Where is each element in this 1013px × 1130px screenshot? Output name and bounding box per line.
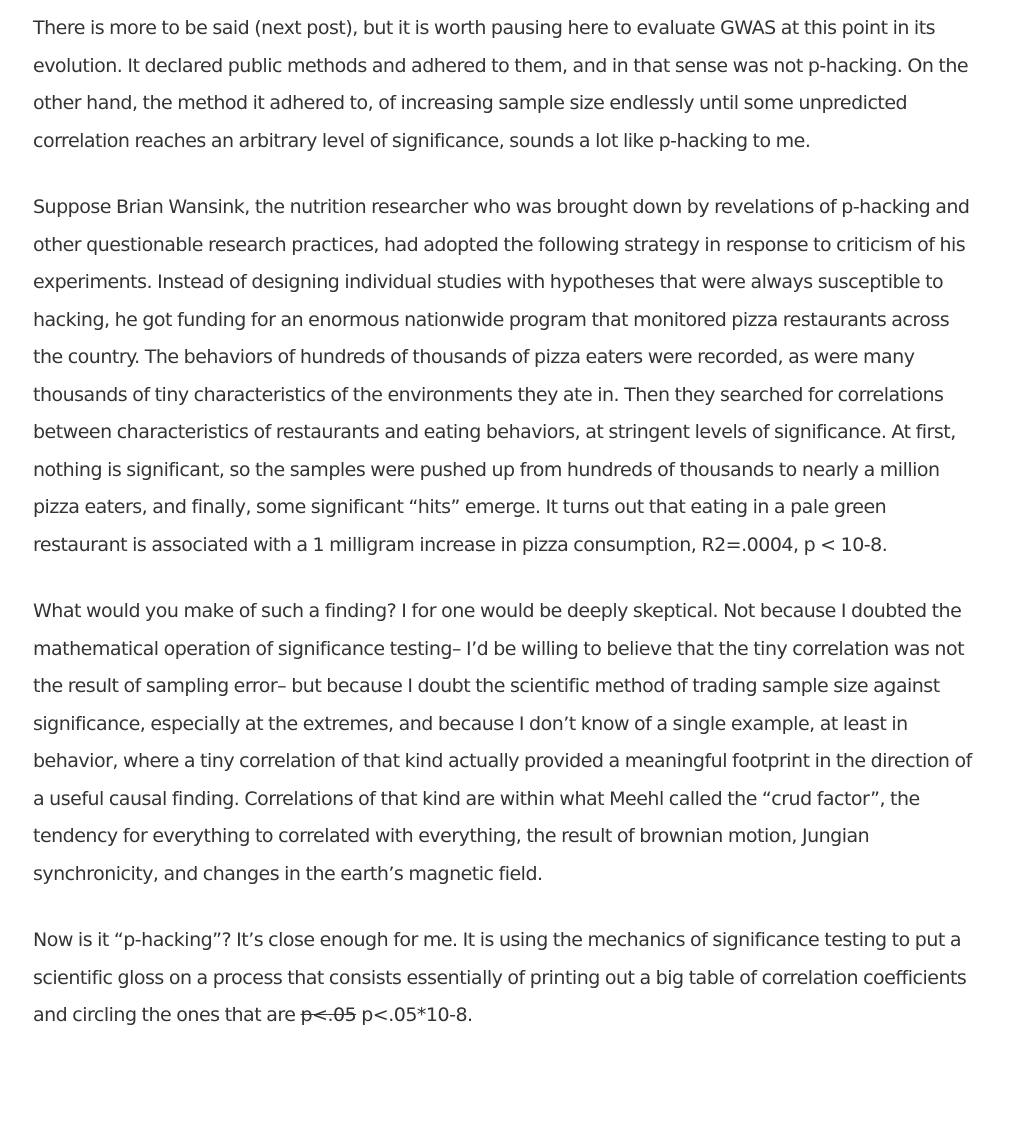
paragraph-gwas: There is more to be said (next post), but it is worth pausing here to evaluate GWAS at this point in its evolution. It declared public methods and adhered to them, and in that sense was not p-hacking. On the other hand, the method it adhered to, of increasing sample size endlessly until some unpredicted correlation reaches an arbitrary level of significance, sounds a lot like p-hacking to me. [33, 17, 969, 152]
conclusion-tail: p<.05*10-8. [356, 1004, 473, 1026]
paragraph-conclusion [33, 922, 973, 1035]
paragraph-wansink: Suppose Brian Wansink, the nutrition researcher who was brought down by revelations of p-hacking and other questionable research practices, had adopted the following strategy in response to criticism of his experiments. Instead of designing individual studies with hypotheses that were always susceptible to hacking, he got funding for an enormous nationwide program that monitored pizza restaurants across the country. The behaviors of hundreds of thousands of pizza eaters were recorded, as were many thousands of tiny characteristics of the environments they ate in. Then they searched for correlations between characteristics of restaurants and eating behaviors, at stringent levels of significance. At first, nothing is significant, so the samples were pushed up from hundreds of thousands to nearly a million pizza eaters, and finally, some significant “hits” emerge. It turns out that eating in a pale green restaurant is associated with a 1 milligram increase in pizza consumption, R2=.0004, p < 10-8. [33, 196, 970, 556]
article-body [33, 10, 973, 1035]
paragraph-skepticism: What would you make of such a finding? I for one would be deeply skeptical. Not because I doubted the mathematical operation of significance testing– I’d be willing to believe that the tiny correlation was not the result of sampling error– but because I doubt the scientific method of trading sample size against significance, especially at the extremes, and because I don’t know of a single example, at least in behavior, where a tiny correlation of that kind actually provided a meaningful footprint in the direction of a useful causal finding. Correlations of that kind are within what Meehl called the “crud factor”, the tendency for everything to correlated with everything, the result of brownian motion, Jungian synchronicity, and changes in the earth’s magnetic field. [33, 600, 972, 885]
conclusion-text: Now is it “p-hacking”? It’s close enough for me. It is using the mechanics of significance testing to put a scientific gloss on a process that consists essentially of printing out a big table of correlation coefficients and circling the ones that are [33, 929, 967, 1026]
struck-threshold: p<.05 [300, 1004, 357, 1026]
